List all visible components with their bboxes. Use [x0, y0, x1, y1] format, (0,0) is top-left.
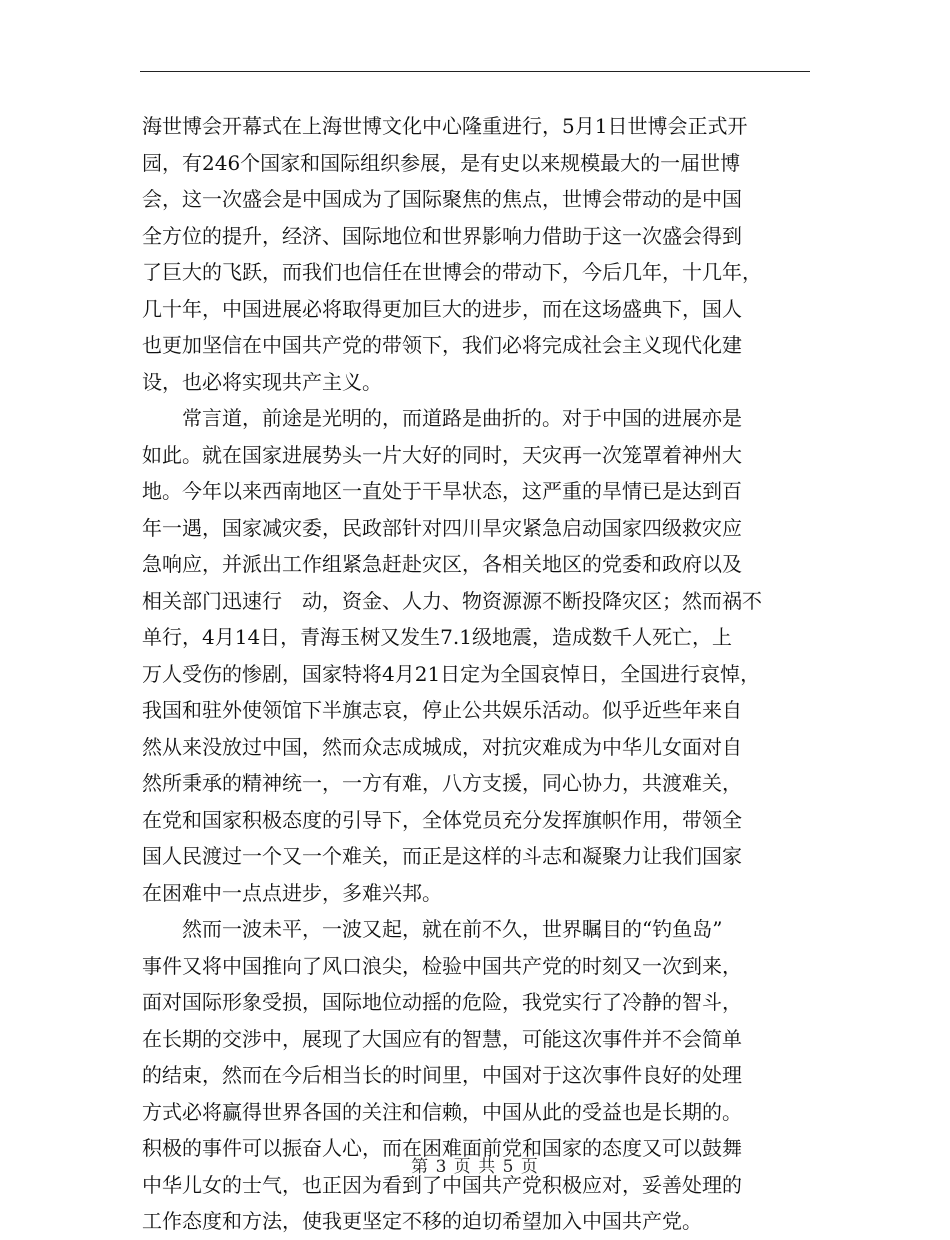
text-line: 年一遇，国家减灾委，民政部针对四川旱灾紧急启动国家四级救灾应	[142, 515, 742, 540]
text-line: 方式必将赢得世界各国的关注和信赖，中国从此的受益也是长期的。	[142, 1099, 742, 1124]
text-line: 然所秉承的精神统一，一方有难，八方支援，同心协力，共渡难关，	[142, 771, 742, 795]
text-line: 我国和驻外使领馆下半旗志哀，停止公共娱乐活动。似乎近些年来自	[142, 698, 742, 722]
text-line: 在党和国家积极态度的引导下，全体党员充分发挥旗帜作用，带领全	[142, 807, 742, 832]
page-number-footer: 第 3 页 共 5 页	[411, 1157, 539, 1177]
text-line: 海世博会开幕式在上海世博文化中心隆重进行，5月1日世博会正式开	[142, 114, 748, 138]
text-line: 国人民渡过一个又一个难关，而正是这样的斗志和凝聚力让我们国家	[142, 844, 742, 868]
text-line: 在困难中一点点进步，多难兴邦。	[142, 880, 442, 905]
text-line: 的结束，然而在今后相当长的时间里，中国对于这次事件良好的处理	[142, 1063, 742, 1087]
text-line: 全方位的提升，经济、国际地位和世界影响力借助于这一次盛会得到	[142, 223, 742, 248]
text-line: 常言道，前途是光明的，而道路是曲折的。对于中国的进展亦是	[142, 406, 742, 430]
text-line: 急响应，并派出工作组紧急赶赴灾区，各相关地区的党委和政府以及	[142, 552, 742, 576]
text-line: 中华儿女的士气，也正因为看到了中国共产党积极应对，妥善处理的	[142, 1172, 742, 1197]
text-line: 也更加坚信在中国共产党的带领下，我们必将完成社会主义现代化建	[142, 333, 742, 357]
text-line: 然而一波未平，一波又起，就在前不久，世界瞩目的“钓鱼岛”	[142, 917, 723, 941]
document-body	[142, 108, 812, 1240]
text-line: 如此。就在国家进展势头一片大好的同时，天灾再一次笼罩着神州大	[142, 442, 742, 467]
text-line: 园，有246个国家和国际组织参展，是有史以来规模最大的一届世博	[142, 150, 741, 175]
text-line: 万人受伤的惨剧，国家特将4月21日定为全国哀悼日，全国进行哀悼，	[142, 661, 761, 686]
text-line: 然从来没放过中国，然而众志成城成，对抗灾难成为中华儿女面对自	[142, 734, 742, 759]
text-line: 单行，4月14日，青海玉树又发生7.1级地震，造成数千人死亡，上	[142, 625, 732, 649]
text-line: 工作态度和方法，使我更坚定不移的迫切希望加入中国共产党。	[142, 1209, 702, 1233]
text-line: 相关部门迅速行 动，资金、人力、物资源源不断投降灾区；然而祸不	[142, 588, 762, 613]
paragraph-3	[142, 911, 812, 1240]
text-line: 地。今年以来西南地区一直处于干旱状态，这严重的旱情已是达到百	[142, 479, 742, 503]
header-rule	[140, 71, 810, 72]
text-line: 事件又将中国推向了风口浪尖，检验中国共产党的时刻又一次到来，	[142, 953, 742, 978]
text-line: 在长期的交涉中，展现了大国应有的智慧，可能这次事件并不会简单	[142, 1026, 742, 1051]
text-line: 会，这一次盛会是中国成为了国际聚焦的焦点，世博会带动的是中国	[142, 187, 742, 211]
paragraph-2	[142, 400, 812, 911]
text-line: 设，也必将实现共产主义。	[142, 369, 382, 394]
text-line: 了巨大的飞跃，而我们也信任在世博会的带动下，今后几年，十几年，	[142, 260, 762, 284]
text-line: 面对国际形象受损，国际地位动摇的危险，我党实行了冷静的智斗，	[142, 990, 742, 1014]
paragraph-1	[142, 108, 812, 400]
text-line: 积极的事件可以振奋人心，而在困难面前党和国家的态度又可以鼓舞	[142, 1136, 742, 1160]
text-line: 几十年，中国进展必将取得更加巨大的进步，而在这场盛典下，国人	[142, 296, 742, 321]
